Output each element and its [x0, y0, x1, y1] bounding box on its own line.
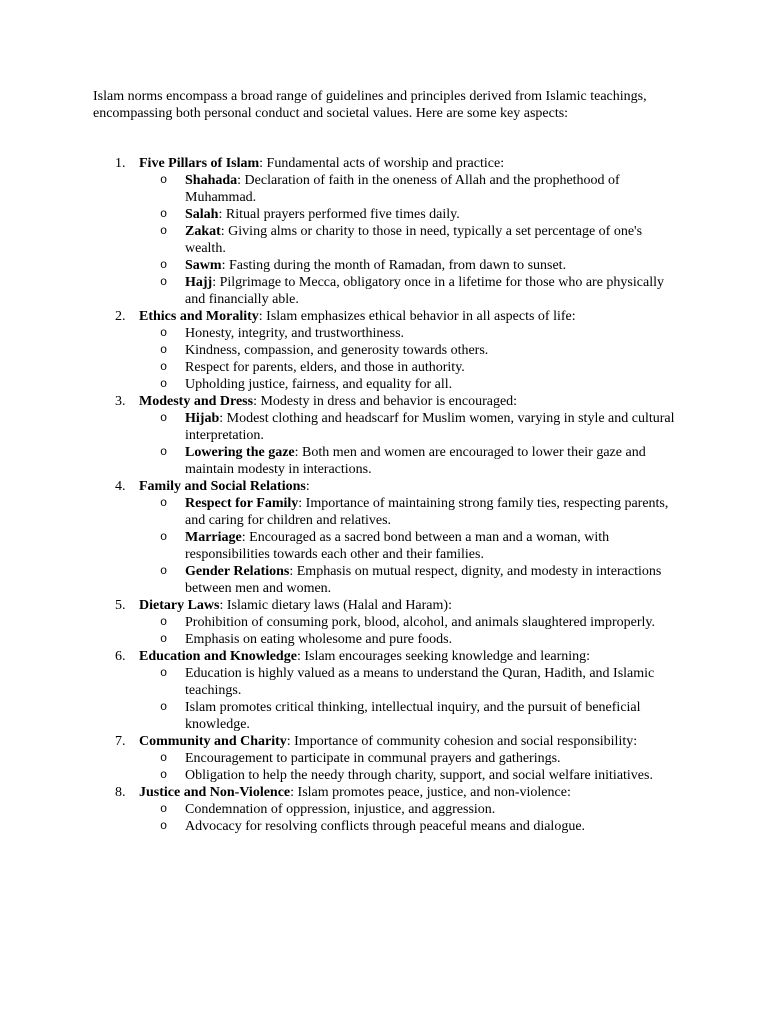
- aspect-title: Education and Knowledge: [139, 649, 297, 664]
- sub-list-item: [93, 631, 683, 648]
- bullet-icon: o: [160, 496, 168, 510]
- aspect-item: [93, 733, 683, 784]
- key-aspects-list: [93, 155, 683, 835]
- sub-item-text: Obligation to help the needy through charity, support, and social welfare initiatives.: [185, 768, 653, 783]
- sub-list-item: [93, 767, 683, 784]
- sub-item-text: Encouragement to participate in communal prayers and gatherings.: [185, 751, 561, 766]
- sub-list: [139, 410, 683, 478]
- item-number: 6.: [115, 649, 126, 664]
- bullet-icon: o: [160, 377, 168, 391]
- bullet-icon: o: [160, 360, 168, 374]
- aspect-description: :: [305, 479, 310, 494]
- sub-item-text: Honesty, integrity, and trustworthiness.: [185, 326, 405, 341]
- aspect-description: : Islamic dietary laws (Halal and Haram):: [219, 598, 452, 613]
- sub-item-text: : Both men and women are encouraged to lower their gaze and maintain modesty in interactions.: [185, 445, 646, 477]
- aspect-description: : Importance of community cohesion and social responsibility:: [286, 734, 638, 749]
- sub-list-item: [93, 206, 683, 223]
- aspect-title: Family and Social Relations: [139, 479, 306, 494]
- sub-list-item: [93, 818, 683, 835]
- bullet-icon: o: [160, 700, 168, 714]
- sub-item-text: Islam promotes critical thinking, intellectual inquiry, and the pursuit of beneficial knowledge.: [185, 700, 641, 732]
- aspect-description: : Islam emphasizes ethical behavior in all aspects of life:: [258, 309, 576, 324]
- intro-paragraph: Islam norms encompass a broad range of guidelines and principles derived from Islamic teachings, encompassing both personal conduct and societal values. Here are some key aspects:: [93, 89, 647, 121]
- sub-item-term: Salah: [185, 207, 219, 222]
- sub-list-item: [93, 376, 683, 393]
- sub-item-text: : Pilgrimage to Mecca, obligatory once in a lifetime for those who are physically and financially able.: [185, 275, 664, 307]
- sub-list-item: [93, 342, 683, 359]
- sub-list-item: [93, 444, 683, 478]
- aspect-item: [93, 393, 683, 478]
- sub-item-text: : Modest clothing and headscarf for Muslim women, varying in style and cultural interpretation.: [185, 411, 675, 443]
- item-number: 5.: [115, 598, 126, 613]
- sub-list-item: [93, 699, 683, 733]
- aspect-title: Ethics and Morality: [139, 309, 259, 324]
- bullet-icon: o: [160, 445, 168, 459]
- sub-list-item: [93, 172, 683, 206]
- sub-item-text: : Importance of maintaining strong family ties, respecting parents, and caring for children and relatives.: [185, 496, 669, 528]
- aspect-description: : Islam encourages seeking knowledge and learning:: [296, 649, 591, 664]
- sub-item-term: Marriage: [185, 530, 242, 545]
- aspect-item: [93, 308, 683, 393]
- sub-item-text: : Encouraged as a sacred bond between a man and a woman, with responsibilities towards each other and their families.: [185, 530, 610, 562]
- bullet-icon: o: [160, 768, 168, 782]
- sub-list-item: [93, 750, 683, 767]
- sub-item-text: Prohibition of consuming pork, blood, alcohol, and animals slaughtered improperly.: [185, 615, 655, 630]
- sub-item-text: : Giving alms or charity to those in need, typically a set percentage of one's wealth.: [185, 224, 643, 256]
- sub-list-item: [93, 614, 683, 631]
- sub-list-item: [93, 495, 683, 529]
- sub-item-text: Upholding justice, fairness, and equality for all.: [185, 377, 453, 392]
- sub-item-term: Sawm: [185, 258, 222, 273]
- bullet-icon: o: [160, 343, 168, 357]
- item-number: 7.: [115, 734, 126, 749]
- bullet-icon: o: [160, 802, 168, 816]
- sub-list-item: [93, 223, 683, 257]
- sub-list: [139, 801, 683, 835]
- bullet-icon: o: [160, 564, 168, 578]
- sub-list-item: [93, 325, 683, 342]
- bullet-icon: o: [160, 411, 168, 425]
- sub-item-text: Condemnation of oppression, injustice, and aggression.: [185, 802, 496, 817]
- sub-item-term: Hajj: [185, 275, 213, 290]
- aspect-title: Five Pillars of Islam: [139, 156, 260, 171]
- sub-item-term: Respect for Family: [185, 496, 299, 511]
- sub-list-item: [93, 529, 683, 563]
- bullet-icon: o: [160, 173, 168, 187]
- aspect-item: [93, 648, 683, 733]
- aspect-item: [93, 478, 683, 597]
- sub-item-term: Shahada: [185, 173, 238, 188]
- item-number: 1.: [115, 156, 126, 171]
- aspect-title: Dietary Laws: [139, 598, 220, 613]
- sub-item-term: Lowering the gaze: [185, 445, 295, 460]
- sub-item-text: : Declaration of faith in the oneness of Allah and the prophethood of Muhammad.: [185, 173, 620, 205]
- sub-list-item: [93, 274, 683, 308]
- bullet-icon: o: [160, 258, 168, 272]
- sub-item-text: : Ritual prayers performed five times daily.: [218, 207, 460, 222]
- sub-item-term: Zakat: [185, 224, 221, 239]
- sub-item-text: Emphasis on eating wholesome and pure foods.: [185, 632, 453, 647]
- aspect-item: [93, 597, 683, 648]
- aspect-description: : Islam promotes peace, justice, and non-violence:: [290, 785, 571, 800]
- sub-list: [139, 495, 683, 597]
- sub-item-text: Kindness, compassion, and generosity towards others.: [185, 343, 489, 358]
- sub-list-item: [93, 410, 683, 444]
- sub-list: [139, 172, 683, 308]
- aspect-title: Community and Charity: [139, 734, 287, 749]
- aspect-description: : Modesty in dress and behavior is encouraged:: [253, 394, 518, 409]
- aspect-title: Modesty and Dress: [139, 394, 254, 409]
- bullet-icon: o: [160, 224, 168, 238]
- sub-item-term: Gender Relations: [185, 564, 290, 579]
- sub-list-item: [93, 257, 683, 274]
- bullet-icon: o: [160, 275, 168, 289]
- bullet-icon: o: [160, 666, 168, 680]
- sub-item-term: Hijab: [185, 411, 220, 426]
- bullet-icon: o: [160, 615, 168, 629]
- aspect-description: : Fundamental acts of worship and practice:: [259, 156, 505, 171]
- bullet-icon: o: [160, 751, 168, 765]
- sub-list: [139, 750, 683, 784]
- sub-item-text: Education is highly valued as a means to understand the Quran, Hadith, and Islamic teachings.: [185, 666, 655, 698]
- aspect-item: [93, 784, 683, 835]
- sub-list: [139, 665, 683, 733]
- bullet-icon: o: [160, 530, 168, 544]
- item-number: 2.: [115, 309, 126, 324]
- sub-item-text: : Emphasis on mutual respect, dignity, and modesty in interactions between men and women.: [185, 564, 662, 596]
- item-number: 8.: [115, 785, 126, 800]
- sub-list-item: [93, 563, 683, 597]
- sub-item-text: Respect for parents, elders, and those in authority.: [185, 360, 465, 375]
- sub-item-text: Advocacy for resolving conflicts through peaceful means and dialogue.: [185, 819, 586, 834]
- sub-list-item: [93, 801, 683, 818]
- bullet-icon: o: [160, 819, 168, 833]
- aspect-item: [93, 155, 683, 308]
- sub-list-item: [93, 665, 683, 699]
- sub-list-item: [93, 359, 683, 376]
- bullet-icon: o: [160, 632, 168, 646]
- sub-list: [139, 325, 683, 393]
- sub-list: [139, 614, 683, 648]
- aspect-title: Justice and Non-Violence: [139, 785, 291, 800]
- item-number: 3.: [115, 394, 126, 409]
- bullet-icon: o: [160, 207, 168, 221]
- bullet-icon: o: [160, 326, 168, 340]
- sub-item-text: : Fasting during the month of Ramadan, from dawn to sunset.: [221, 258, 567, 273]
- item-number: 4.: [115, 479, 126, 494]
